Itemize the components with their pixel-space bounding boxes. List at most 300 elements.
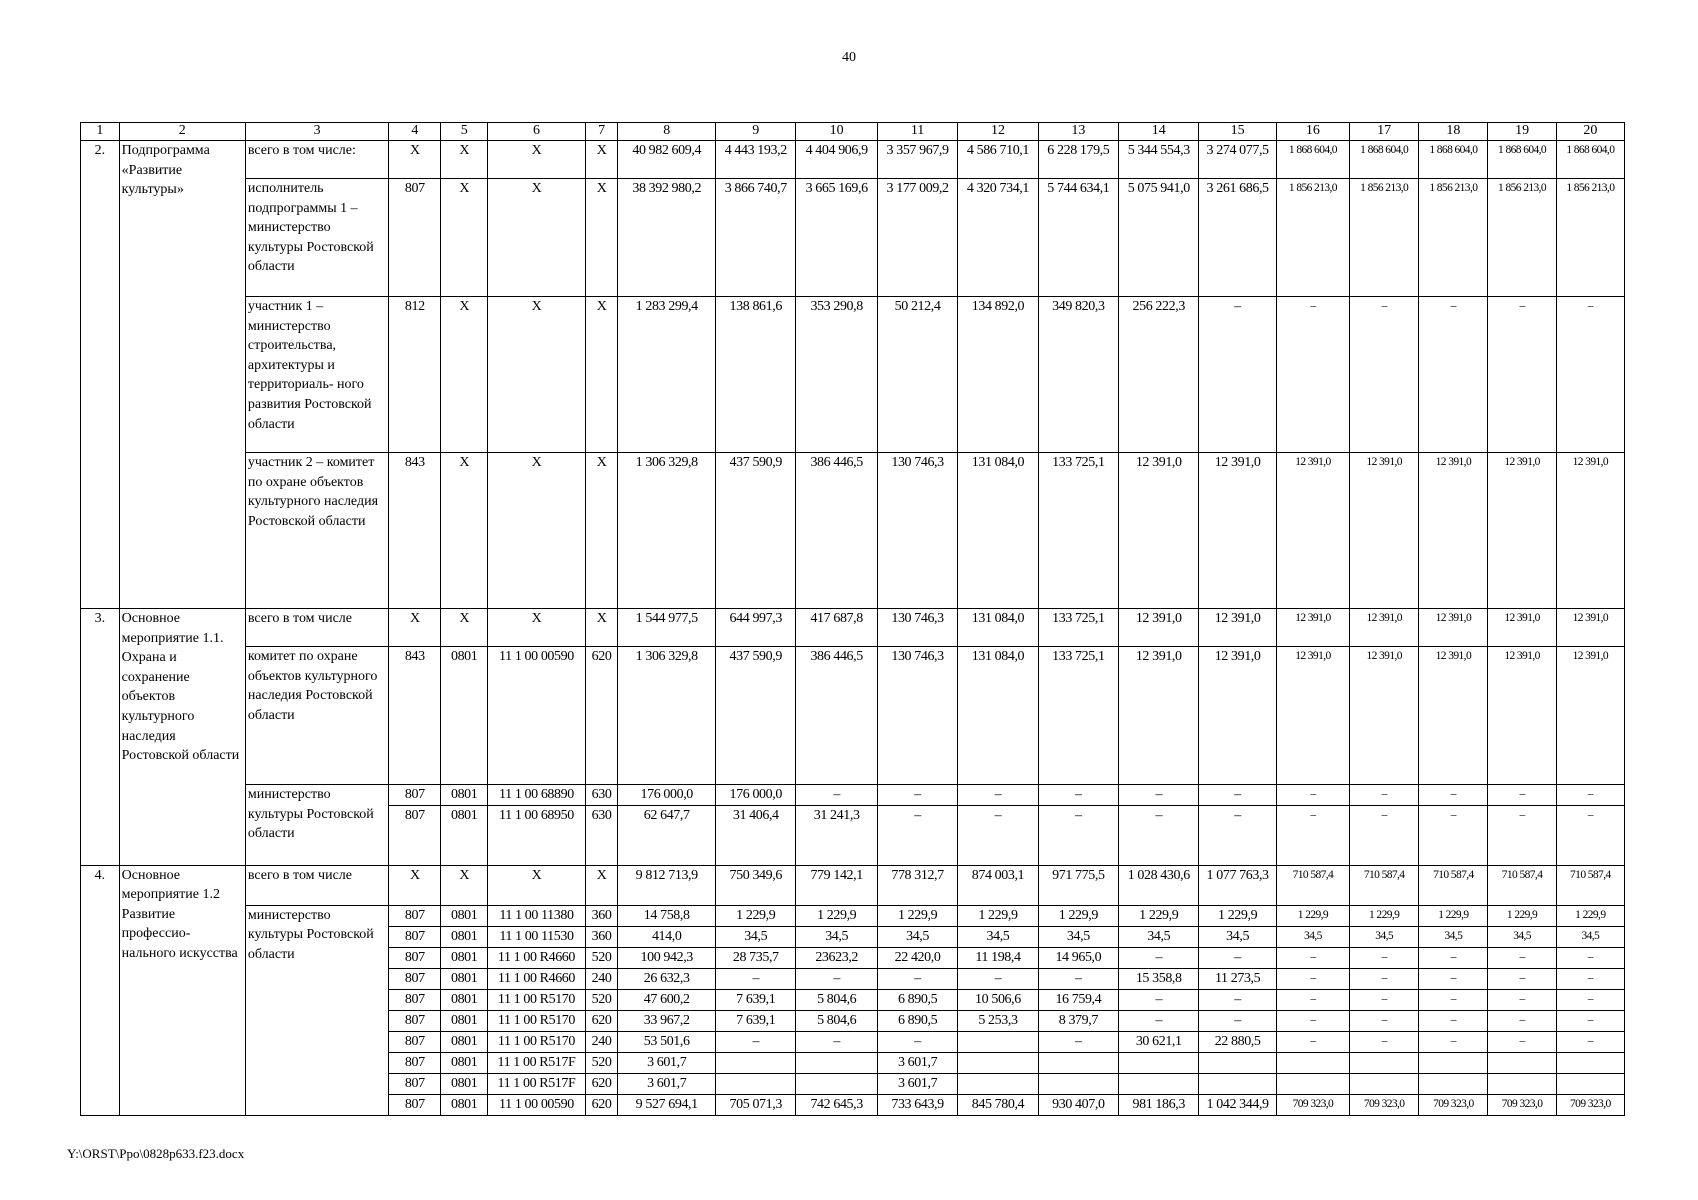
grbs-code: X <box>389 141 441 179</box>
csr-code: 11 1 00 11530 <box>488 926 586 947</box>
amount-cell <box>1199 1052 1276 1073</box>
amount-cell: 1 229,9 <box>1350 905 1419 926</box>
amount-cell: 62 647,7 <box>618 805 716 865</box>
amount-cell <box>1350 1052 1419 1073</box>
amount-cell: – <box>1350 785 1419 806</box>
amount-cell: 1 229,9 <box>1419 905 1488 926</box>
vr-code: X <box>585 453 618 609</box>
grbs-code: 807 <box>389 968 441 989</box>
amount-cell: – <box>1419 297 1488 453</box>
amount-cell: 710 587,4 <box>1488 865 1556 905</box>
amount-cell <box>1419 1052 1488 1073</box>
rzpr-code: 0801 <box>441 1073 488 1094</box>
csr-code: X <box>488 865 586 905</box>
amount-cell <box>1038 1073 1118 1094</box>
column-number: 16 <box>1276 123 1349 141</box>
amount-cell: 417 687,8 <box>796 609 877 647</box>
amount-cell: 7 639,1 <box>716 1010 796 1031</box>
amount-cell: 34,5 <box>1038 926 1118 947</box>
rzpr-code: 0801 <box>441 647 488 785</box>
amount-cell: 414,0 <box>618 926 716 947</box>
amount-cell: – <box>1350 1010 1419 1031</box>
amount-cell: 1 868 604,0 <box>1556 141 1624 179</box>
csr-code: X <box>488 609 586 647</box>
amount-cell: – <box>1276 1010 1349 1031</box>
amount-cell: – <box>1276 968 1349 989</box>
amount-cell: 256 222,3 <box>1119 297 1199 453</box>
column-number: 4 <box>389 123 441 141</box>
amount-cell: 9 812 713,9 <box>618 865 716 905</box>
responsible-executor: комитет по охране объектов культурного наследия Ростовской области <box>245 647 389 785</box>
amount-cell: 14 965,0 <box>1038 947 1118 968</box>
amount-cell: 12 391,0 <box>1488 609 1556 647</box>
amount-cell: 5 344 554,3 <box>1119 141 1199 179</box>
amount-cell: 981 186,3 <box>1119 1094 1199 1115</box>
amount-cell: 5 253,3 <box>958 1010 1038 1031</box>
amount-cell: 1 868 604,0 <box>1419 141 1488 179</box>
amount-cell <box>1556 1073 1624 1094</box>
amount-cell: – <box>1276 989 1349 1010</box>
amount-cell: 34,5 <box>1119 926 1199 947</box>
responsible-executor: исполнитель подпрограммы 1 – министерство культуры Ростовской области <box>245 179 389 297</box>
amount-cell: – <box>1119 785 1199 806</box>
amount-cell: 12 391,0 <box>1119 609 1199 647</box>
amount-cell: 34,5 <box>1488 926 1556 947</box>
responsible-executor: министерство культуры Ростовской области <box>245 905 389 1115</box>
amount-cell: 8 379,7 <box>1038 1010 1118 1031</box>
vr-code: X <box>585 297 618 453</box>
amount-cell: – <box>1199 1010 1276 1031</box>
column-number: 18 <box>1419 123 1488 141</box>
csr-code: 11 1 00 R517F <box>488 1073 586 1094</box>
row-number: 2. <box>81 141 120 609</box>
amount-cell: 3 866 740,7 <box>716 179 796 297</box>
amount-cell: 34,5 <box>877 926 957 947</box>
amount-cell: – <box>1556 968 1624 989</box>
vr-code: X <box>585 865 618 905</box>
vr-code: 630 <box>585 785 618 806</box>
vr-code: X <box>585 141 618 179</box>
grbs-code: 807 <box>389 785 441 806</box>
rzpr-code: 0801 <box>441 785 488 806</box>
amount-cell: 1 229,9 <box>1119 905 1199 926</box>
amount-cell: 16 759,4 <box>1038 989 1118 1010</box>
amount-cell: 3 261 686,5 <box>1199 179 1276 297</box>
amount-cell: 1 856 213,0 <box>1488 179 1556 297</box>
amount-cell: 22 880,5 <box>1199 1031 1276 1052</box>
amount-cell: 11 273,5 <box>1199 968 1276 989</box>
amount-cell <box>1488 1052 1556 1073</box>
grbs-code: X <box>389 865 441 905</box>
amount-cell: – <box>958 805 1038 865</box>
amount-cell: 1 229,9 <box>1488 905 1556 926</box>
rzpr-code: 0801 <box>441 947 488 968</box>
amount-cell: 12 391,0 <box>1488 647 1556 785</box>
amount-cell: 709 323,0 <box>1350 1094 1419 1115</box>
budget-table <box>80 122 1625 1116</box>
column-number: 9 <box>716 123 796 141</box>
grbs-code: 843 <box>389 647 441 785</box>
csr-code: 11 1 00 R5170 <box>488 1010 586 1031</box>
amount-cell: 34,5 <box>1556 926 1624 947</box>
amount-cell: 28 735,7 <box>716 947 796 968</box>
amount-cell: 9 527 694,1 <box>618 1094 716 1115</box>
amount-cell: – <box>1419 1010 1488 1031</box>
amount-cell <box>1488 1073 1556 1094</box>
column-number: 10 <box>796 123 877 141</box>
amount-cell: – <box>716 1031 796 1052</box>
grbs-code: 807 <box>389 926 441 947</box>
amount-cell: – <box>1556 947 1624 968</box>
amount-cell: 5 804,6 <box>796 1010 877 1031</box>
amount-cell: 733 643,9 <box>877 1094 957 1115</box>
amount-cell: – <box>1419 1031 1488 1052</box>
vr-code: 240 <box>585 1031 618 1052</box>
amount-cell: 3 177 009,2 <box>877 179 957 297</box>
amount-cell: – <box>1276 785 1349 806</box>
amount-cell: – <box>1419 947 1488 968</box>
amount-cell: 3 601,7 <box>877 1052 957 1073</box>
vr-code: 240 <box>585 968 618 989</box>
amount-cell: – <box>1556 1010 1624 1031</box>
amount-cell: 12 391,0 <box>1199 453 1276 609</box>
column-number: 7 <box>585 123 618 141</box>
responsible-executor: всего в том числе <box>245 865 389 905</box>
rzpr-code: X <box>441 453 488 609</box>
amount-cell: 12 391,0 <box>1556 647 1624 785</box>
amount-cell: 3 274 077,5 <box>1199 141 1276 179</box>
program-name: Основное мероприятие 1.1. Охрана и сохранение объектов культурного наследия Ростовской области <box>119 609 245 866</box>
amount-cell: – <box>796 785 877 806</box>
grbs-code: 807 <box>389 1052 441 1073</box>
table-row <box>81 865 1625 905</box>
amount-cell <box>1199 1073 1276 1094</box>
amount-cell: 437 590,9 <box>716 453 796 609</box>
amount-cell <box>716 1073 796 1094</box>
amount-cell: – <box>1119 805 1199 865</box>
column-number: 17 <box>1350 123 1419 141</box>
csr-code: 11 1 00 R5170 <box>488 1031 586 1052</box>
amount-cell: 3 357 967,9 <box>877 141 957 179</box>
amount-cell: – <box>796 1031 877 1052</box>
amount-cell <box>958 1073 1038 1094</box>
amount-cell: – <box>1350 297 1419 453</box>
grbs-code: 807 <box>389 1010 441 1031</box>
amount-cell: 874 003,1 <box>958 865 1038 905</box>
csr-code: 11 1 00 R517F <box>488 1052 586 1073</box>
amount-cell <box>958 1052 1038 1073</box>
amount-cell: 176 000,0 <box>618 785 716 806</box>
amount-cell: 4 320 734,1 <box>958 179 1038 297</box>
csr-code: 11 1 00 R5170 <box>488 989 586 1010</box>
amount-cell: 12 391,0 <box>1119 453 1199 609</box>
csr-code: X <box>488 453 586 609</box>
amount-cell: 709 323,0 <box>1276 1094 1349 1115</box>
rzpr-code: 0801 <box>441 1031 488 1052</box>
amount-cell: 38 392 980,2 <box>618 179 716 297</box>
vr-code: 360 <box>585 905 618 926</box>
amount-cell: – <box>716 968 796 989</box>
grbs-code: 807 <box>389 1073 441 1094</box>
amount-cell: 176 000,0 <box>716 785 796 806</box>
grbs-code: 807 <box>389 179 441 297</box>
amount-cell: 12 391,0 <box>1276 647 1349 785</box>
column-number: 15 <box>1199 123 1276 141</box>
amount-cell: 349 820,3 <box>1038 297 1118 453</box>
amount-cell: 100 942,3 <box>618 947 716 968</box>
amount-cell: – <box>1276 1031 1349 1052</box>
amount-cell: – <box>1276 297 1349 453</box>
grbs-code: 807 <box>389 1031 441 1052</box>
column-number: 20 <box>1556 123 1624 141</box>
amount-cell: – <box>1556 805 1624 865</box>
footer-file-path: Y:\ORST\Ppo\0828p633.f23.docx <box>67 1146 245 1161</box>
amount-cell: 50 212,4 <box>877 297 957 453</box>
amount-cell: 133 725,1 <box>1038 647 1118 785</box>
vr-code: X <box>585 179 618 297</box>
amount-cell: 131 084,0 <box>958 609 1038 647</box>
amount-cell: – <box>877 1031 957 1052</box>
amount-cell: 437 590,9 <box>716 647 796 785</box>
csr-code: 11 1 00 R4660 <box>488 947 586 968</box>
amount-cell: – <box>1350 989 1419 1010</box>
amount-cell: 4 443 193,2 <box>716 141 796 179</box>
responsible-executor: участник 2 – комитет по охране объектов культурного наследия Ростовской области <box>245 453 389 609</box>
amount-cell: 1 229,9 <box>1038 905 1118 926</box>
amount-cell: 34,5 <box>958 926 1038 947</box>
amount-cell: 4 586 710,1 <box>958 141 1038 179</box>
amount-cell: 6 228 179,5 <box>1038 141 1118 179</box>
amount-cell: 12 391,0 <box>1350 453 1419 609</box>
amount-cell: 26 632,3 <box>618 968 716 989</box>
rzpr-code: X <box>441 609 488 647</box>
amount-cell: 34,5 <box>796 926 877 947</box>
amount-cell: – <box>1199 785 1276 806</box>
rzpr-code: X <box>441 865 488 905</box>
amount-cell: 34,5 <box>1199 926 1276 947</box>
amount-cell: – <box>1199 947 1276 968</box>
amount-cell: 34,5 <box>1276 926 1349 947</box>
column-number: 3 <box>245 123 389 141</box>
amount-cell: – <box>1488 989 1556 1010</box>
amount-cell: 3 601,7 <box>877 1073 957 1094</box>
amount-cell: – <box>1488 947 1556 968</box>
vr-code: X <box>585 609 618 647</box>
amount-cell: 53 501,6 <box>618 1031 716 1052</box>
amount-cell: – <box>958 785 1038 806</box>
amount-cell: 14 758,8 <box>618 905 716 926</box>
amount-cell: 133 725,1 <box>1038 609 1118 647</box>
amount-cell: 131 084,0 <box>958 453 1038 609</box>
amount-cell: – <box>1276 947 1349 968</box>
amount-cell: 1 868 604,0 <box>1350 141 1419 179</box>
amount-cell: – <box>1038 805 1118 865</box>
column-number: 1 <box>81 123 120 141</box>
amount-cell: 709 323,0 <box>1488 1094 1556 1115</box>
csr-code: X <box>488 179 586 297</box>
amount-cell: 930 407,0 <box>1038 1094 1118 1115</box>
rzpr-code: 0801 <box>441 1010 488 1031</box>
amount-cell: – <box>1556 785 1624 806</box>
amount-cell: 130 746,3 <box>877 647 957 785</box>
amount-cell: 5 075 941,0 <box>1119 179 1199 297</box>
row-number: 3. <box>81 609 120 866</box>
amount-cell <box>1556 1052 1624 1073</box>
program-name: Подпрограмма «Развитие культуры» <box>119 141 245 609</box>
amount-cell: – <box>1488 968 1556 989</box>
grbs-code: 807 <box>389 905 441 926</box>
amount-cell: 750 349,6 <box>716 865 796 905</box>
amount-cell <box>716 1052 796 1073</box>
amount-cell: 1 229,9 <box>958 905 1038 926</box>
amount-cell: 12 391,0 <box>1419 609 1488 647</box>
csr-code: 11 1 00 00590 <box>488 647 586 785</box>
amount-cell: 30 621,1 <box>1119 1031 1199 1052</box>
page-number: 40 <box>842 50 856 65</box>
amount-cell: 7 639,1 <box>716 989 796 1010</box>
vr-code: 620 <box>585 1010 618 1031</box>
amount-cell: 1 868 604,0 <box>1276 141 1349 179</box>
amount-cell: – <box>1488 1010 1556 1031</box>
csr-code: 11 1 00 11380 <box>488 905 586 926</box>
vr-code: 520 <box>585 1052 618 1073</box>
column-number: 14 <box>1119 123 1199 141</box>
amount-cell: – <box>1350 805 1419 865</box>
amount-cell: 1 229,9 <box>1276 905 1349 926</box>
amount-cell: 15 358,8 <box>1119 968 1199 989</box>
amount-cell: – <box>1038 968 1118 989</box>
vr-code: 520 <box>585 989 618 1010</box>
program-name: Основное мероприятие 1.2 Развитие профессио- нального искусства <box>119 865 245 1115</box>
amount-cell: – <box>1556 989 1624 1010</box>
amount-cell: 12 391,0 <box>1350 609 1419 647</box>
responsible-executor: всего в том числе <box>245 609 389 647</box>
grbs-code: 807 <box>389 805 441 865</box>
vr-code: 620 <box>585 1094 618 1115</box>
amount-cell: 6 890,5 <box>877 989 957 1010</box>
amount-cell: 4 404 906,9 <box>796 141 877 179</box>
amount-cell: 710 587,4 <box>1350 865 1419 905</box>
amount-cell: – <box>796 968 877 989</box>
amount-cell: 133 725,1 <box>1038 453 1118 609</box>
table-row <box>81 297 1625 453</box>
row-number: 4. <box>81 865 120 1115</box>
rzpr-code: 0801 <box>441 1052 488 1073</box>
amount-cell: – <box>1488 1031 1556 1052</box>
amount-cell <box>1276 1073 1349 1094</box>
amount-cell: 1 229,9 <box>716 905 796 926</box>
amount-cell: 5 744 634,1 <box>1038 179 1118 297</box>
amount-cell: 12 391,0 <box>1119 647 1199 785</box>
grbs-code: 807 <box>389 1094 441 1115</box>
amount-cell: 1 544 977,5 <box>618 609 716 647</box>
amount-cell: 11 198,4 <box>958 947 1038 968</box>
amount-cell: 47 600,2 <box>618 989 716 1010</box>
amount-cell: 40 982 609,4 <box>618 141 716 179</box>
amount-cell: 845 780,4 <box>958 1094 1038 1115</box>
amount-cell: 1 229,9 <box>877 905 957 926</box>
amount-cell: – <box>1119 989 1199 1010</box>
amount-cell: 34,5 <box>1419 926 1488 947</box>
amount-cell: 644 997,3 <box>716 609 796 647</box>
rzpr-code: X <box>441 141 488 179</box>
amount-cell <box>1276 1052 1349 1073</box>
amount-cell: 386 446,5 <box>796 453 877 609</box>
amount-cell: – <box>1419 805 1488 865</box>
vr-code: 620 <box>585 647 618 785</box>
amount-cell: – <box>877 968 957 989</box>
amount-cell: 1 306 329,8 <box>618 453 716 609</box>
amount-cell: 3 665 169,6 <box>796 179 877 297</box>
amount-cell: 23623,2 <box>796 947 877 968</box>
amount-cell: 12 391,0 <box>1350 647 1419 785</box>
amount-cell: 12 391,0 <box>1419 647 1488 785</box>
amount-cell: 779 142,1 <box>796 865 877 905</box>
amount-cell <box>796 1052 877 1073</box>
amount-cell: – <box>1488 297 1556 453</box>
amount-cell: 34,5 <box>1350 926 1419 947</box>
table-row <box>81 453 1625 609</box>
column-number: 8 <box>618 123 716 141</box>
column-number: 2 <box>119 123 245 141</box>
table-row <box>81 179 1625 297</box>
amount-cell: – <box>1419 785 1488 806</box>
grbs-code: 843 <box>389 453 441 609</box>
column-number: 12 <box>958 123 1038 141</box>
responsible-executor: участник 1 – министерство строительства, архитектуры и территориаль- ного развития Ростовской области <box>245 297 389 453</box>
amount-cell <box>796 1073 877 1094</box>
amount-cell: 1 028 430,6 <box>1119 865 1199 905</box>
amount-cell: 33 967,2 <box>618 1010 716 1031</box>
column-number: 5 <box>441 123 488 141</box>
amount-cell: – <box>1556 297 1624 453</box>
amount-cell: 12 391,0 <box>1556 609 1624 647</box>
column-number: 11 <box>877 123 957 141</box>
amount-cell: – <box>1119 1010 1199 1031</box>
column-number: 19 <box>1488 123 1556 141</box>
amount-cell: 12 391,0 <box>1419 453 1488 609</box>
grbs-code: 807 <box>389 947 441 968</box>
amount-cell: – <box>1350 968 1419 989</box>
amount-cell: – <box>958 968 1038 989</box>
amount-cell: 31 406,4 <box>716 805 796 865</box>
amount-cell: – <box>1488 805 1556 865</box>
amount-cell: 10 506,6 <box>958 989 1038 1010</box>
rzpr-code: X <box>441 297 488 453</box>
amount-cell: 12 391,0 <box>1199 609 1276 647</box>
amount-cell: 353 290,8 <box>796 297 877 453</box>
csr-code: 11 1 00 68950 <box>488 805 586 865</box>
responsible-executor: министерство культуры Ростовской области <box>245 785 389 866</box>
amount-cell: 12 391,0 <box>1556 453 1624 609</box>
amount-cell: 1 856 213,0 <box>1350 179 1419 297</box>
rzpr-code: X <box>441 179 488 297</box>
vr-code: 520 <box>585 947 618 968</box>
amount-cell: 22 420,0 <box>877 947 957 968</box>
amount-cell: – <box>1350 947 1419 968</box>
amount-cell: 971 775,5 <box>1038 865 1118 905</box>
amount-cell: 1 306 329,8 <box>618 647 716 785</box>
amount-cell: – <box>1419 989 1488 1010</box>
rzpr-code: 0801 <box>441 989 488 1010</box>
vr-code: 620 <box>585 1073 618 1094</box>
amount-cell: 5 804,6 <box>796 989 877 1010</box>
csr-code: X <box>488 297 586 453</box>
grbs-code: X <box>389 609 441 647</box>
amount-cell <box>958 1031 1038 1052</box>
amount-cell: 742 645,3 <box>796 1094 877 1115</box>
amount-cell: 130 746,3 <box>877 609 957 647</box>
